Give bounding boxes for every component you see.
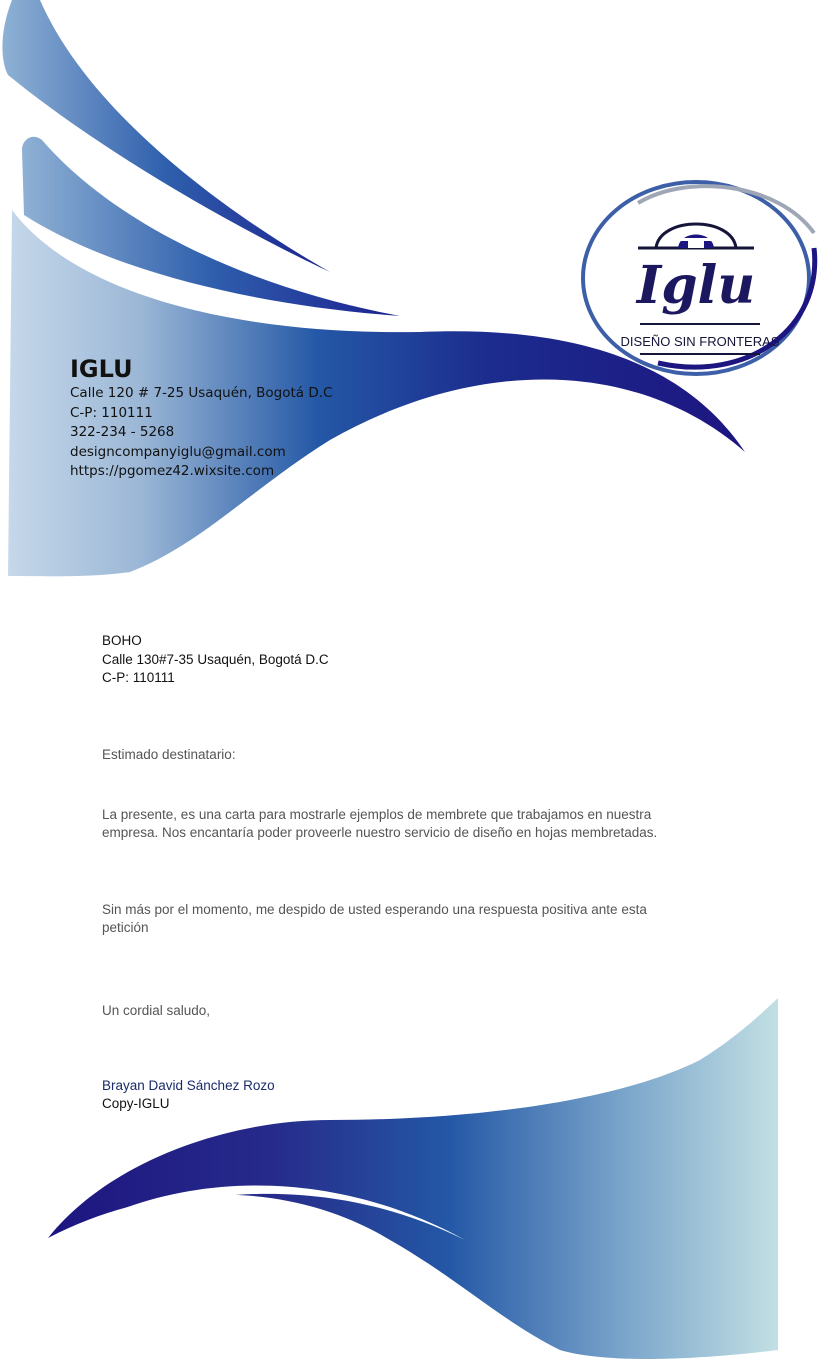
footer-main-wave — [48, 998, 778, 1359]
footer-wave-art — [0, 990, 820, 1364]
letter-greeting: Estimado destinatario: — [102, 747, 236, 762]
recipient-postal: C-P: 110111 — [102, 670, 175, 685]
company-phone: 322-234 - 5268 — [70, 424, 175, 440]
letter-paragraph-2: Sin más por el momento, me despido de usted esperando una respuesta positiva ante esta petición — [102, 902, 647, 935]
signature-company: Copy-IGLU — [102, 1096, 170, 1111]
recipient-address: Calle 130#7-35 Usaquén, Bogotá D.C — [102, 651, 329, 667]
logo-tagline: DISEÑO SIN FRONTERAS — [620, 334, 780, 349]
company-website: https://pgomez42.wixsite.com — [70, 463, 275, 479]
top-swoosh — [2, 0, 330, 272]
company-postal: C-P: 110111 — [70, 404, 153, 421]
letter-closing: Un cordial saludo, — [102, 1003, 211, 1018]
letter-paragraph-1: La presente, es una carta para mostrarle ejemplos de membrete que trabajamos en nuestra empresa. Nos encantaría poder proveerle nuestro servicio de diseño en hojas membretadas. — [102, 807, 658, 840]
company-address: Calle 120 # 7-25 Usaquén, Bogotá D.C — [70, 385, 333, 401]
recipient-name: BOHO — [102, 633, 142, 648]
iglu-logo — [578, 178, 820, 378]
signature-name: Brayan David Sánchez Rozo — [102, 1078, 275, 1093]
company-email: designcompanyiglu@gmail.com — [70, 443, 286, 460]
logo-wordmark: Iglu — [636, 255, 756, 316]
sender-block — [70, 354, 332, 482]
recipient-block — [102, 632, 329, 688]
igloo-icon — [638, 224, 754, 248]
company-name: IGLU — [70, 355, 133, 383]
